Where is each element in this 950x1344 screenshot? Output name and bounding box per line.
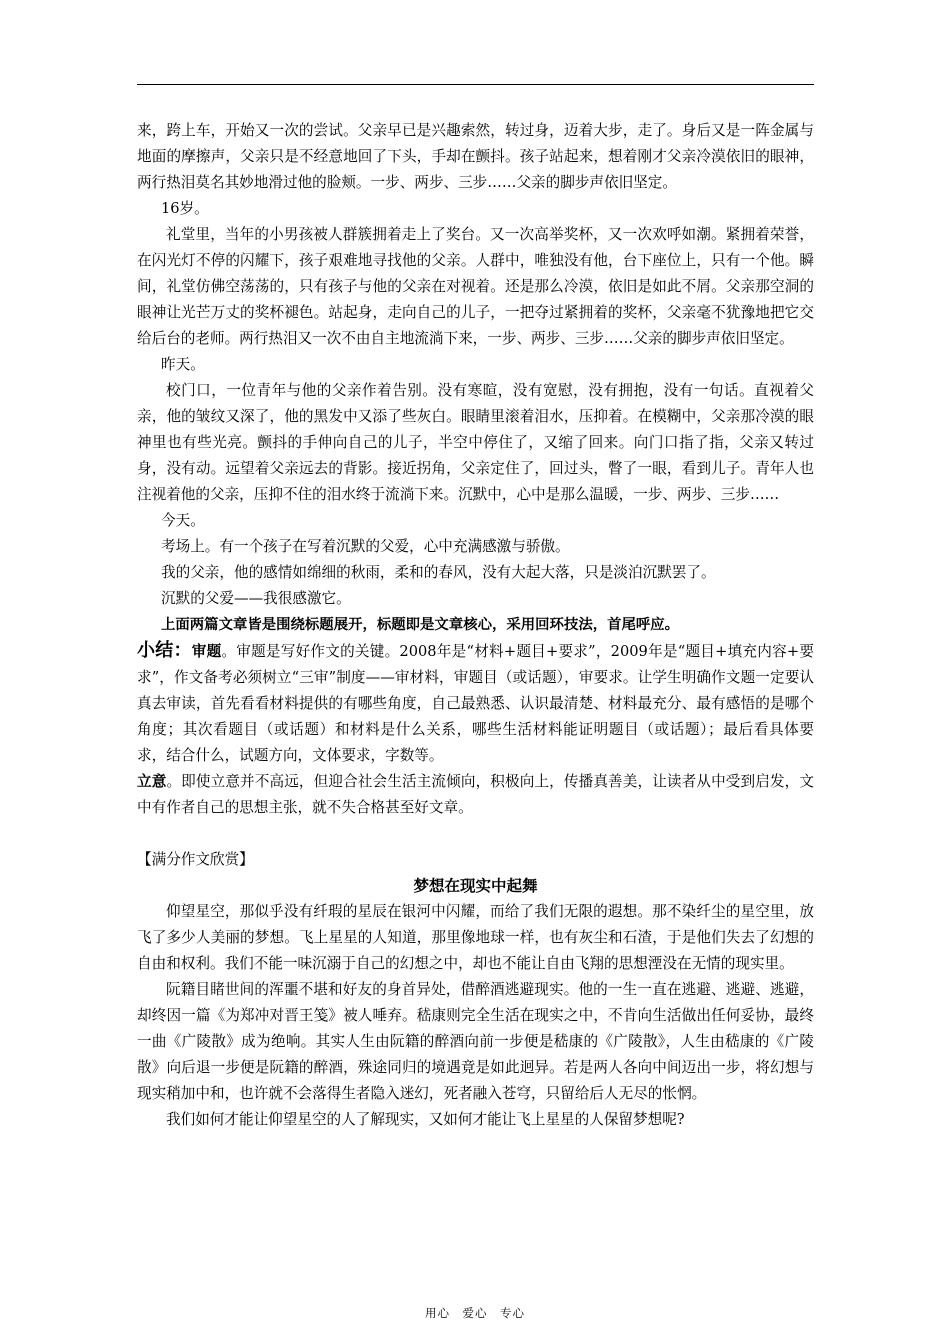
essay-title: 梦想在现实中起舞 xyxy=(413,877,538,895)
essay-paragraph: 仰望星空，那似乎没有纤瑕的星辰在银河中闪耀，而给了我们无限的遐想。那不染纤尘的星空里，放飞了多少人美丽的梦想。飞上星星的人知道，那里像地球一样，也有灰尘和石渣，于是他们失去了幻想的自由和权利。我们不能一味沉溺于自己的幻想之中，却也不能让自由飞翔的思想湮没在无情的现实里。 xyxy=(137,903,814,972)
summary-idea xyxy=(137,769,814,821)
paragraph: 我的父亲，他的感情如绵细的秋雨，柔和的春风，没有大起大落，只是淡泊沉默罢了。 xyxy=(161,564,716,581)
paragraph: 礼堂里，当年的小男孩被人群簇拥着走上了奖台。又一次高举奖杯，又一次欢呼如潮。紧拥着荣誉，在闪光灯不停的闪耀下，孩子艰难地寻找他的父亲。人群中，唯独没有他，台下座位上，只有一个他。瞬间，礼堂仿佛空荡荡的，只有孩子与他的父亲在对视着。还是那么冷漠，依旧是如此不屑。父亲那空洞的眼神让光芒万丈的奖杯褪色。站起身，走向自己的儿子，一把夺过紧拥着的奖杯，父亲毫不犹豫地把它交给后台的老师。两行热泪又一次不由自主地流淌下来，一步、两步、三步……父亲的脚步声依旧坚定。 xyxy=(137,226,814,347)
paragraph: 昨天。 xyxy=(161,356,205,373)
paragraph: 今天。 xyxy=(161,512,205,529)
summary-statement: 上面两篇文章皆是围绕标题展开，标题即是文章核心，采用回环技法，首尾呼应。 xyxy=(161,617,680,633)
audit-text: 。审题是写好作文的关键。2008年是“材料+题目+要求”，2009年是“题目+填充内容+要求”，作文备考必须树立“三审”制度——审材料，审题目（或话题），审要求。让学生明确作文题一定要认真去审读，首先看看材料提供的有哪些角度，自己最熟悉、认识最清楚、材料最充分、最有感悟的是哪个角度；其次看题目（或话题）和材料是什么关系，哪些生活材料能证明题目（或话题）；最后看具体要求，结合什么，试题方向，文体要求，字数等。 xyxy=(137,643,814,764)
spacer xyxy=(137,821,814,847)
paragraph: 16岁。 xyxy=(161,200,209,217)
essay-paragraph: 阮籍目睹世间的浑噩不堪和好友的身首异处，借醉酒逃避现实。他的一生一直在逃避、逃避、逃避，却终因一篇《为郑冲对晋王笺》被人唾弃。嵇康则完全生活在现实之中，不肯向生活做出任何妥协，最终一曲《广陵散》成为绝响。其实人生由阮籍的醉酒向前一步便是嵇康的《广陵散》，人生由嵇康的《广陵散》向后退一步便是阮籍的醉酒，殊途同归的境遇竟是如此迥异。若是两人各向中间迈出一步，将幻想与现实稍加中和，也许就不会落得生者隐入迷幻，死者融入苍穹，只留给后人无尽的怅惘。 xyxy=(137,981,814,1102)
paragraph: 沉默的父爱——我很感激它。 xyxy=(161,590,351,607)
summary-label: 小结： xyxy=(137,640,192,661)
audit-label: 审题 xyxy=(191,643,222,660)
paragraph: 校门口，一位青年与他的父亲作着告别。没有寒暄，没有宽慰，没有拥抱，没有一句话。直视着父亲，他的皱纹又深了，他的黑发中又添了些灰白。眼睛里滚着泪水，压抑着。在模糊中，父亲那冷漠的眼神里也有些光亮。颤抖的手伸向自己的儿子，半空中停住了，又缩了回来。向门口指了指，父亲又转过身，没有动。远望着父亲远去的背影。接近拐角，父亲定住了，回过头，瞥了一眼，看到儿子。青年人也注视着他的父亲，压抑不住的泪水终于流淌下来。沉默中，心中是那么温暖，一步、两步、三步…… xyxy=(137,382,814,503)
page-footer: 用心 爱心 专心 xyxy=(425,1306,525,1320)
section-header: 【满分作文欣赏】 xyxy=(137,851,254,868)
header-rule xyxy=(137,84,814,85)
document-body xyxy=(137,118,814,1133)
idea-text: 。即使立意并不高远，但迎合社会生活主流倾向，积极向上，传播真善美，让读者从中受到启发，文中有作者自己的思想主张，就不失合格甚至好文章。 xyxy=(137,773,814,816)
essay-paragraph: 我们如何才能让仰望星空的人了解现实，又如何才能让飞上星星的人保留梦想呢? xyxy=(166,1111,685,1128)
summary-audit xyxy=(137,638,814,769)
paragraph: 考场上。有一个孩子在写着沉默的父爱，心中充满感激与骄傲。 xyxy=(161,538,570,555)
paragraph: 来，跨上车，开始又一次的尝试。父亲早已是兴趣索然，转过身，迈着大步，走了。身后又是一阵金属与地面的摩擦声，父亲只是不经意地回了下头，手却在颤抖。孩子站起来，想着刚才父亲冷漠依旧的眼神，两行热泪莫名其妙地滑过他的脸颊。一步、两步、三步……父亲的脚步声依旧坚定。 xyxy=(137,122,814,191)
idea-label: 立意 xyxy=(137,773,167,790)
